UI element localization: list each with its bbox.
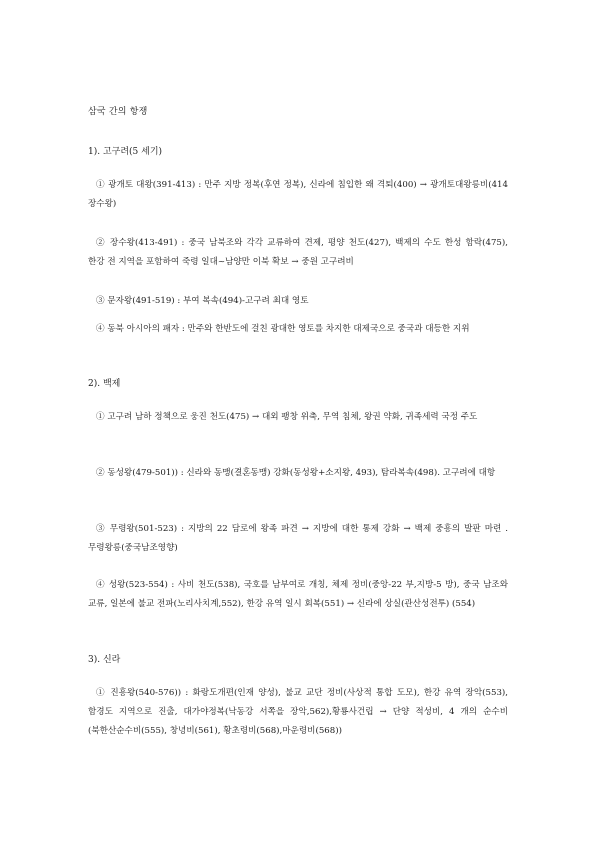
document-title: 삼국 간의 항쟁 [88,107,148,117]
section-heading-goguryeo: 1). 고구려(5 세기) [88,147,163,157]
paragraph-goguryeo-4: ④ 동북 아시아의 패자 : 만주와 한반도에 걸친 광대한 영토를 차지한 대제국으로 중국과 대등한 지위 [96,324,470,334]
paragraph-baekje-3: ③ 무령왕(501-523) : 지방의 22 담로에 왕족 파견 → 지방에 대한 통제 강화 → 백제 중흥의 발판 마련 . 무령왕릉(중국남조영향) [88,524,508,553]
paragraph-baekje-2: ② 동성왕(479-501)) : 신라와 동맹(결혼동맹) 강화(동성왕+소지왕, 493), 탐라복속(498). 고구려에 대항 [96,468,496,478]
paragraph-goguryeo-1: ① 광개토 대왕(391-413) : 만주 지방 정복(후연 정복), 신라에 침입한 왜 격퇴(400) → 광개토대왕릉비(414 장수왕) [88,180,508,209]
paragraph-goguryeo-3: ③ 문자왕(491-519) : 부여 복속(494)-고구려 최대 영토 [96,296,309,306]
paragraph-goguryeo-2: ② 장수왕(413-491) : 중국 남북조와 각각 교류하여 견제, 평양 천도(427), 백제의 수도 한성 함락(475), 한강 전 지역을 포함하여 죽령 일대~남양만 이북 확보 → 중원 고구려비 [88,238,508,267]
paragraph-silla-1: ① 진흥왕(540-576)) : 화랑도개편(인재 양성), 불교 교단 정비(사상적 통합 도모), 한강 유역 장악(553), 함경도 지역으로 진출, 대가야정복(낙동강 서쪽을 장악,562),황룡사건립 → 단양 적성비, 4 개의 순수비(북한산순수비(555), 창녕비(561), 황초령비(568),마운령비(568)) [88,688,508,736]
section-heading-silla: 3). 신라 [88,655,121,665]
section-heading-baekje: 2). 백제 [88,379,121,389]
paragraph-baekje-4: ④ 성왕(523-554) : 사비 천도(538), 국호를 남부여로 개칭, 체제 정비(중앙-22 부,지방-5 방), 중국 남조와 교류, 일본에 불교 전파(노리사치계,552), 한강 유역 일시 회복(551) → 신라에 상실(관산성전투) (554) [88,580,508,609]
paragraph-baekje-1: ① 고구려 남하 정책으로 웅진 천도(475) → 대외 팽창 위축, 무역 침체, 왕권 약화, 귀족세력 국정 주도 [96,412,478,422]
